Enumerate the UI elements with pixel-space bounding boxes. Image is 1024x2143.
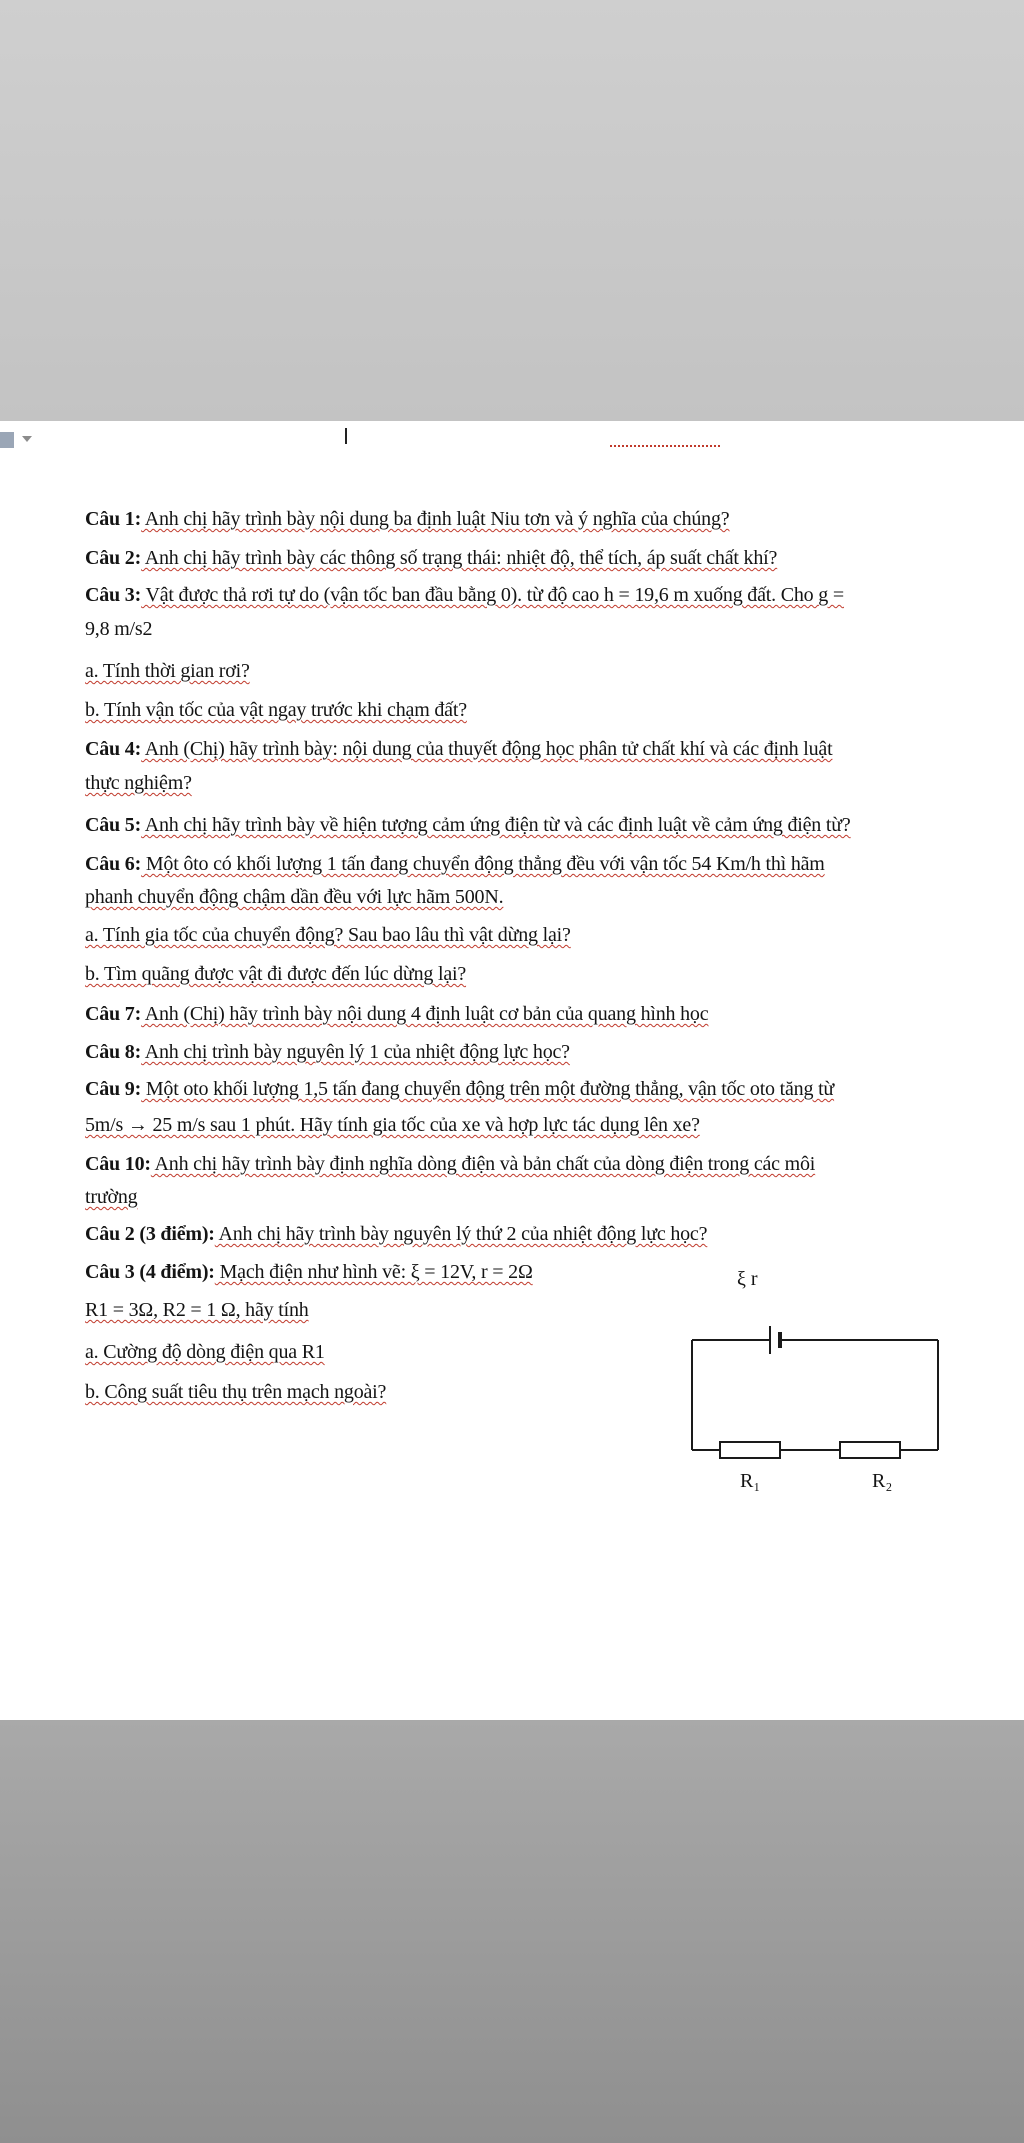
question-6-cont: phanh chuyển động chậm dần đều với lực hãm 500N. (85, 886, 504, 908)
dropdown-arrow-icon[interactable] (22, 436, 32, 442)
resistor-r2 (840, 1442, 900, 1458)
question-8: Câu 8: Anh chị trình bày nguyên lý 1 của nhiệt động lực học? (85, 1041, 570, 1063)
question-7: Câu 7: Anh (Chị) hãy trình bày nội dung 4 định luật cơ bản của quang hình học (85, 1003, 709, 1025)
question-9: Câu 9: Một oto khối lượng 1,5 tấn đang chuyển động trên một đường thẳng, vận tốc oto tăng từ (85, 1078, 835, 1100)
question-5: Câu 5: Anh chị hãy trình bày về hiện tượng cảm ứng điện từ và các định luật về cảm ứng điện từ? (85, 814, 851, 836)
exam-question-3: Câu 3 (4 điểm): Mạch điện như hình vẽ: ξ = 12V, r = 2Ω (85, 1261, 533, 1283)
question-6b: b. Tìm quãng được vật đi được đến lúc dừng lại? (85, 963, 467, 985)
source-label: ξ r (737, 1268, 758, 1290)
question-3: Câu 3: Vật được thả rơi tự do (vận tốc ban đầu bằng 0). từ độ cao h = 19,6 m xuống đất. Cho g = (85, 584, 844, 606)
question-9-cont: 5m/s → 25 m/s sau 1 phút. Hãy tính gia tốc của xe và hợp lực tác dụng lên xe? (85, 1114, 700, 1136)
exam-question-3-values: R1 = 3Ω, R2 = 1 Ω, hãy tính (85, 1299, 309, 1321)
question-2: Câu 2: Anh chị hãy trình bày các thông số trạng thái: nhiệt độ, thể tích, áp suất chất khí? (85, 547, 778, 569)
r2-label: R₂ (872, 1470, 893, 1492)
exam-question-3b: b. Công suất tiêu thụ trên mạch ngoài? (85, 1381, 387, 1403)
question-4: Câu 4: Anh (Chị) hãy trình bày: nội dung của thuyết động học phân tử chất khí và các định luật (85, 738, 833, 760)
question-6a: a. Tính gia tốc của chuyển động? Sau bao lâu thì vật dừng lại? (85, 924, 571, 946)
question-1: Câu 1: Anh chị hãy trình bày nội dung ba định luật Niu tơn và ý nghĩa của chúng? (85, 508, 730, 530)
exam-question-3a: a. Cường độ dòng điện qua R1 (85, 1341, 325, 1363)
question-10: Câu 10: Anh chị hãy trình bày định nghĩa dòng điện và bản chất của dòng điện trong các môi (85, 1153, 816, 1175)
question-3b: b. Tính vận tốc của vật ngay trước khi chạm đất? (85, 699, 467, 721)
question-3-cont: 9,8 m/s2 (85, 618, 153, 640)
document-icon (0, 432, 14, 448)
bottom-background (0, 1720, 1024, 2143)
question-4-cont: thực nghiệm? (85, 772, 192, 794)
exam-question-2: Câu 2 (3 điểm): Anh chị hãy trình bày nguyên lý thứ 2 của nhiệt động lực học? (85, 1223, 708, 1245)
text-cursor-icon (345, 428, 347, 444)
spellcheck-underline (610, 441, 720, 447)
question-3a: a. Tính thời gian rơi? (85, 660, 250, 682)
r1-label: R₁ (740, 1470, 761, 1492)
top-background (0, 0, 1024, 421)
question-10-cont: trường (85, 1186, 138, 1208)
resistor-r1 (720, 1442, 780, 1458)
question-6: Câu 6: Một ôto có khối lượng 1 tấn đang chuyển động thẳng đều với vận tốc 54 Km/h thì hãm (85, 853, 825, 875)
circuit-diagram (680, 1300, 950, 1540)
